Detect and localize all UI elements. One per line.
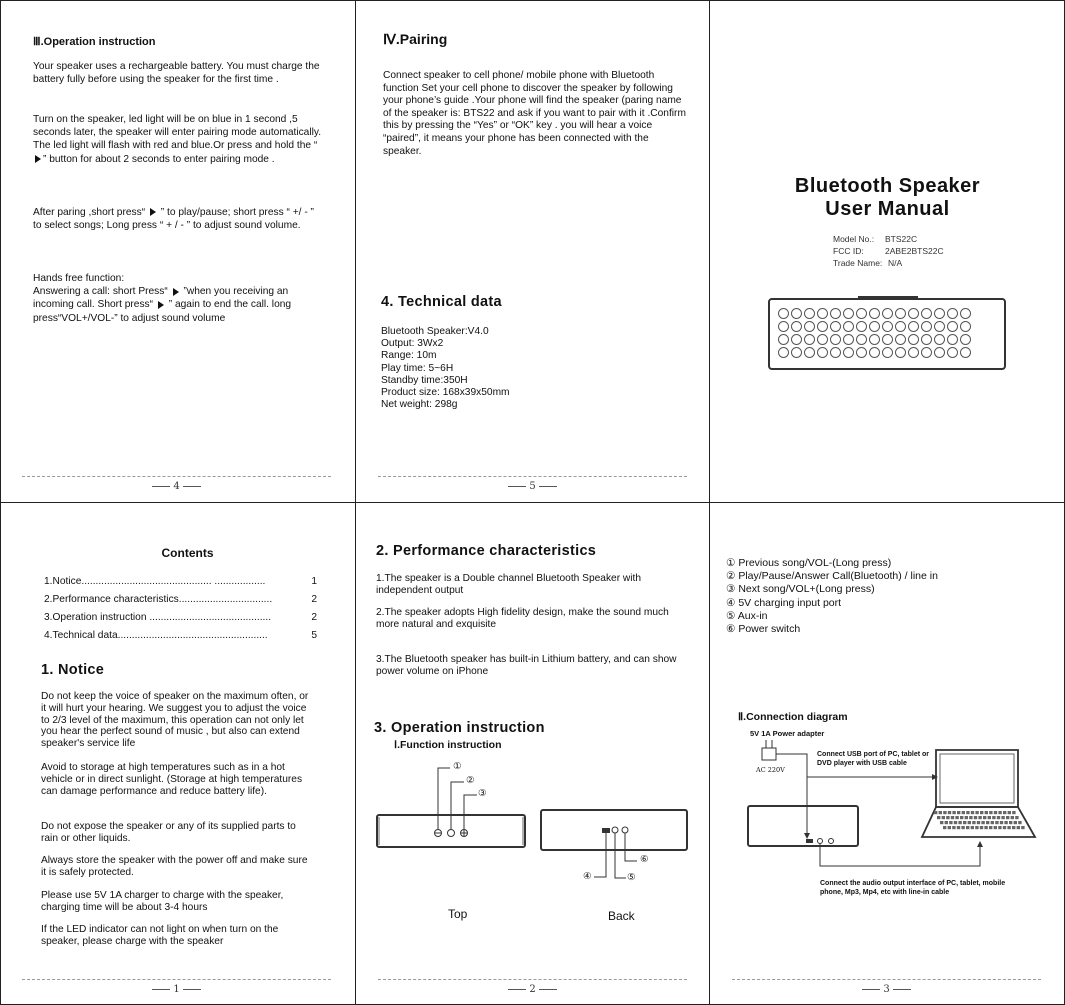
laptop-key xyxy=(957,826,960,829)
grill-hole xyxy=(856,347,867,358)
grill-hole xyxy=(869,334,880,345)
connection-heading: Ⅱ.Connection diagram xyxy=(738,711,848,723)
laptop-icon xyxy=(936,750,1018,807)
usb-note: Connect USB port of PC, tablet or DVD player with USB cable xyxy=(817,751,929,767)
grill-hole xyxy=(947,321,958,332)
grill-hole xyxy=(804,334,815,345)
laptop-key xyxy=(952,811,955,814)
grill-hole xyxy=(908,334,919,345)
laptop-key xyxy=(939,811,942,814)
grill-hole xyxy=(934,308,945,319)
page-1-panel xyxy=(0,503,353,1003)
technical-data-list xyxy=(381,326,510,411)
laptop-key xyxy=(972,821,975,824)
laptop-key xyxy=(997,816,1000,819)
grill-hole xyxy=(934,321,945,332)
laptop-key xyxy=(1021,826,1024,829)
laptop-key xyxy=(1007,826,1010,829)
grill-hole xyxy=(804,308,815,319)
laptop-key xyxy=(995,821,998,824)
battery-paragraph: Your speaker uses a rechargeable battery. You must charge the battery fully before using the speaker for the first time . xyxy=(33,61,320,86)
grill-hole xyxy=(921,308,932,319)
contents-heading: Contents xyxy=(161,546,214,560)
laptop-key xyxy=(1015,816,1018,819)
adapter-label: 5V 1A Power adapter xyxy=(750,729,825,738)
laptop-key xyxy=(1017,826,1020,829)
grill-hole xyxy=(908,347,919,358)
hands-free-paragraph: Hands free function: Answering a call: short Press“ ”when you receiving an incoming call. Short press“ ” again to end the call. long press“VOL+/VOL-” to adjust sound volume xyxy=(33,273,292,324)
page-5-panel xyxy=(356,0,709,500)
laptop-key xyxy=(962,811,965,814)
power-switch xyxy=(622,827,628,833)
tech-line: Bluetooth Speaker:V4.0 xyxy=(381,326,489,337)
toc-entry[interactable]: 1.Notice.............................................. .................. 1 xyxy=(44,576,317,587)
tech-line: Range: 10m xyxy=(381,350,437,362)
laptop-key xyxy=(937,816,940,819)
notice-volume: Do not keep the voice of speaker on the maximum often, or it will hurt your hearing. We suggest you to adjust the voice to 2/3 level of the maximum, this operation can not only let you hear the perfect sound of music , but also can extend speaker's service life xyxy=(41,691,309,750)
laptop-key xyxy=(957,811,960,814)
grill-hole xyxy=(843,347,854,358)
tech-line: Play time: 5~6H xyxy=(381,362,454,374)
audio-note: Connect the audio output interface of PC, tablet, mobile phone, Mp3, Mp4, etc with line-in cable xyxy=(820,880,1006,896)
grill-hole xyxy=(856,334,867,345)
grill-hole xyxy=(921,347,932,358)
performance-item: 3.The Bluetooth speaker has built-in Lithium battery, and can show power volume on iPhone xyxy=(376,654,677,677)
grill-hole xyxy=(882,347,893,358)
toc-entry[interactable]: 2.Performance characteristics................................. 2 xyxy=(44,594,317,605)
laptop-key xyxy=(1004,821,1007,824)
play-icon xyxy=(158,301,164,309)
laptop-key xyxy=(948,811,951,814)
laptop-key xyxy=(1011,816,1014,819)
footer-divider xyxy=(378,979,687,980)
laptop-key xyxy=(989,826,992,829)
pairing-heading: Ⅳ.Pairing xyxy=(383,31,448,47)
grill-hole xyxy=(895,334,906,345)
back-view-label: Back xyxy=(608,909,635,923)
laptop-key xyxy=(943,826,946,829)
laptop-key xyxy=(1018,821,1021,824)
function-heading: Ⅰ.Function instruction xyxy=(394,739,502,751)
laptop-key xyxy=(969,816,972,819)
laptop-key xyxy=(963,821,966,824)
laptop-key xyxy=(1012,826,1015,829)
toc-entry[interactable]: 3.Operation instruction ........................................... 2 xyxy=(44,612,317,623)
page-number: 4 xyxy=(0,481,353,492)
laptop-key xyxy=(1014,821,1017,824)
laptop-key xyxy=(940,821,943,824)
laptop-key xyxy=(974,816,977,819)
speaker-back-view xyxy=(541,810,687,850)
grill-hole xyxy=(921,334,932,345)
grill-hole xyxy=(882,321,893,332)
grill-hole xyxy=(882,308,893,319)
grill-hole xyxy=(843,334,854,345)
laptop-key xyxy=(961,826,964,829)
laptop-key xyxy=(988,816,991,819)
laptop-key xyxy=(986,821,989,824)
top-view-label: Top xyxy=(448,907,468,921)
grill-hole xyxy=(778,334,789,345)
function-diagram xyxy=(356,758,709,898)
grill-hole xyxy=(791,308,802,319)
grill-hole xyxy=(856,308,867,319)
grill-hole xyxy=(791,321,802,332)
laptop-key xyxy=(1008,811,1011,814)
laptop-key xyxy=(943,811,946,814)
connection-diagram xyxy=(710,733,1063,883)
grill-hole xyxy=(843,321,854,332)
laptop-key xyxy=(945,821,948,824)
notice-charger: Please use 5V 1A charger to charge with the speaker, charging time will be about 3-4 hours xyxy=(41,890,284,913)
pairing-paragraph: Connect speaker to cell phone/ mobile phone with Bluetooth function Set your cell phone to discover the speaker by following your phone’s guide .Your phone will find the speaker (paring name of the speaker is: BTS22 and ask if you want to pair with it .Confirm this by pressing the “Yes” or “OK” key . you will hear a voice “paired”, it means your phone has been connected with the speaker. xyxy=(383,70,686,157)
grill-hole xyxy=(817,321,828,332)
laptop-key xyxy=(998,826,1001,829)
grill-hole xyxy=(843,308,854,319)
laptop-key xyxy=(994,826,997,829)
notice-temperature: Avoid to storage at high temperatures such as in a hot vehicle or in direct sunlight. (Storage at high temperatures can damage performance and reduce battery life). xyxy=(41,762,303,797)
laptop-key xyxy=(991,821,994,824)
laptop-keyboard xyxy=(934,811,1025,829)
toc-entry[interactable]: 4.Technical data..................................................... 5 xyxy=(44,630,317,641)
laptop-key xyxy=(965,816,968,819)
laptop-key xyxy=(960,816,963,819)
laptop-key xyxy=(989,811,992,814)
grill-hole xyxy=(921,321,932,332)
grill-hole xyxy=(869,321,880,332)
grill-hole xyxy=(934,334,945,345)
laptop-key xyxy=(955,816,958,819)
function-item: ③ Next song/VOL+(Long press) xyxy=(726,583,875,596)
page-number: 1 xyxy=(0,984,353,995)
notice-storage: Always store the speaker with the power off and make sure it is safely protected. xyxy=(41,855,308,878)
tech-line: Product size: 168x39x50mm xyxy=(381,387,510,399)
laptop-key xyxy=(968,821,971,824)
footer-divider xyxy=(732,979,1041,980)
playback-paragraph: After paring ,short press“ ” to play/pause; short press “ +/ - ” to select songs; Long press “ + / - ” to adjust sound volume. xyxy=(33,207,314,232)
grill-hole xyxy=(830,334,841,345)
tech-line: Standby time:350H xyxy=(381,374,468,386)
laptop-key xyxy=(992,816,995,819)
notice-heading: 1. Notice xyxy=(41,662,105,678)
grill-hole xyxy=(778,347,789,358)
operation-heading: Ⅲ.Operation instruction xyxy=(33,36,156,48)
laptop-key xyxy=(978,816,981,819)
laptop-key xyxy=(971,826,974,829)
grill-hole xyxy=(895,347,906,358)
laptop-key xyxy=(948,826,951,829)
grill-hole xyxy=(830,308,841,319)
laptop-key xyxy=(934,811,937,814)
technical-data-heading: 4. Technical data xyxy=(381,294,502,310)
laptop-key xyxy=(980,811,983,814)
laptop-key xyxy=(1001,816,1004,819)
grill-hole xyxy=(947,334,958,345)
grill-hole xyxy=(908,308,919,319)
laptop-key xyxy=(966,811,969,814)
grill-hole xyxy=(817,308,828,319)
laptop-key xyxy=(984,826,987,829)
laptop-key xyxy=(980,826,983,829)
ac-label: AC 220V xyxy=(756,766,785,774)
speaker-grill xyxy=(778,308,972,359)
callout-1: ① xyxy=(453,761,462,772)
grill-hole xyxy=(882,334,893,345)
play-icon xyxy=(173,288,179,296)
operation-heading: 3. Operation instruction xyxy=(374,720,545,736)
callout-2: ② xyxy=(466,775,475,786)
grill-hole xyxy=(934,347,945,358)
charging-port xyxy=(602,828,610,833)
function-item: ① Previous song/VOL-(Long press) xyxy=(726,557,892,569)
tech-line: Net weight: 298g xyxy=(381,399,458,411)
page-number: 3 xyxy=(710,984,1063,995)
laptop-key xyxy=(998,811,1001,814)
laptop-key xyxy=(1003,826,1006,829)
callout-5: ⑤ xyxy=(627,872,636,883)
manual-title: Bluetooth Speaker User Manual xyxy=(794,175,981,220)
play-icon xyxy=(150,208,156,216)
laptop-key xyxy=(983,816,986,819)
page-number: 5 xyxy=(356,481,709,492)
page-2-panel xyxy=(356,503,709,1003)
laptop-key xyxy=(942,816,945,819)
laptop-key xyxy=(975,811,978,814)
footer-divider xyxy=(22,476,331,477)
performance-heading: 2. Performance characteristics xyxy=(376,543,597,559)
laptop-key xyxy=(994,811,997,814)
callout-6: ⑥ xyxy=(640,854,649,865)
laptop-key xyxy=(1006,816,1009,819)
function-item: ④ 5V charging input port xyxy=(726,596,842,609)
tech-line: Output: 3Wx2 xyxy=(381,338,444,350)
laptop-key xyxy=(971,811,974,814)
laptop-key xyxy=(954,821,957,824)
laptop-key xyxy=(958,821,961,824)
function-item: ⑥ Power switch xyxy=(726,623,801,636)
notice-led: If the LED indicator can not light on when turn on the speaker, please charge with the speaker xyxy=(41,924,279,947)
page-4-panel xyxy=(0,0,353,500)
grill-hole xyxy=(869,347,880,358)
laptop-key xyxy=(981,821,984,824)
power-adapter-icon xyxy=(762,748,776,760)
grill-hole xyxy=(960,308,971,319)
performance-item: 2.The speaker adopts High fidelity design, make the sound much more natural and exquisite xyxy=(376,607,669,630)
function-list xyxy=(726,557,938,636)
laptop-key xyxy=(949,821,952,824)
laptop-key xyxy=(1000,821,1003,824)
laptop-key xyxy=(1009,821,1012,824)
laptop-key xyxy=(966,826,969,829)
grill-hole xyxy=(947,308,958,319)
laptop-key xyxy=(951,816,954,819)
product-info: Model No.: BTS22C FCC ID: 2ABE2BTS22C Trade Name: N/A xyxy=(833,234,944,268)
function-item: ⑤ Aux-in xyxy=(726,609,768,622)
speaker-front-illustration xyxy=(768,298,1006,370)
grill-hole xyxy=(960,334,971,345)
grill-hole xyxy=(817,334,828,345)
grill-hole xyxy=(804,321,815,332)
grill-hole xyxy=(830,347,841,358)
page-number: 2 xyxy=(356,984,709,995)
speaker-top-buttons xyxy=(858,296,918,299)
grill-hole xyxy=(778,321,789,332)
page-3-panel xyxy=(710,503,1063,1003)
callout-3: ③ xyxy=(478,788,487,799)
laptop-key xyxy=(946,816,949,819)
grill-hole xyxy=(960,347,971,358)
grill-hole xyxy=(817,347,828,358)
grill-hole xyxy=(895,308,906,319)
laptop-key xyxy=(985,811,988,814)
notice-liquids: Do not expose the speaker or any of its supplied parts to rain or other liquids. xyxy=(41,821,296,844)
grill-hole xyxy=(856,321,867,332)
grill-hole xyxy=(778,308,789,319)
laptop-key xyxy=(952,826,955,829)
laptop-key xyxy=(977,821,980,824)
play-pause-button xyxy=(448,830,455,837)
footer-divider xyxy=(22,979,331,980)
grill-hole xyxy=(791,347,802,358)
laptop-key xyxy=(975,826,978,829)
aux-port xyxy=(612,827,618,833)
callout-4: ④ xyxy=(583,871,592,882)
footer-divider xyxy=(378,476,687,477)
performance-item: 1.The speaker is a Double channel Bluetooth Speaker with independent output xyxy=(376,573,642,596)
grill-hole xyxy=(960,321,971,332)
laptop-key xyxy=(1012,811,1015,814)
play-icon xyxy=(35,155,41,163)
table-of-contents xyxy=(44,573,317,645)
cover-panel xyxy=(710,0,1063,500)
grill-hole xyxy=(869,308,880,319)
grill-hole xyxy=(947,347,958,358)
grill-hole xyxy=(791,334,802,345)
grill-hole xyxy=(908,321,919,332)
grill-hole xyxy=(804,347,815,358)
pairing-mode-paragraph: Turn on the speaker, led light will be on blue in 1 second ,5 seconds later, the speaker will enter pairing mode automatically. The led light will flash with red and blue.Or press and hold the “” button for about 2 seconds to enter pairing mode . xyxy=(33,114,322,165)
speaker-back-icon xyxy=(748,806,858,846)
grill-hole xyxy=(895,321,906,332)
laptop-key xyxy=(1003,811,1006,814)
grill-hole xyxy=(830,321,841,332)
function-item: ② Play/Pause/Answer Call(Bluetooth) / line in xyxy=(726,570,938,583)
